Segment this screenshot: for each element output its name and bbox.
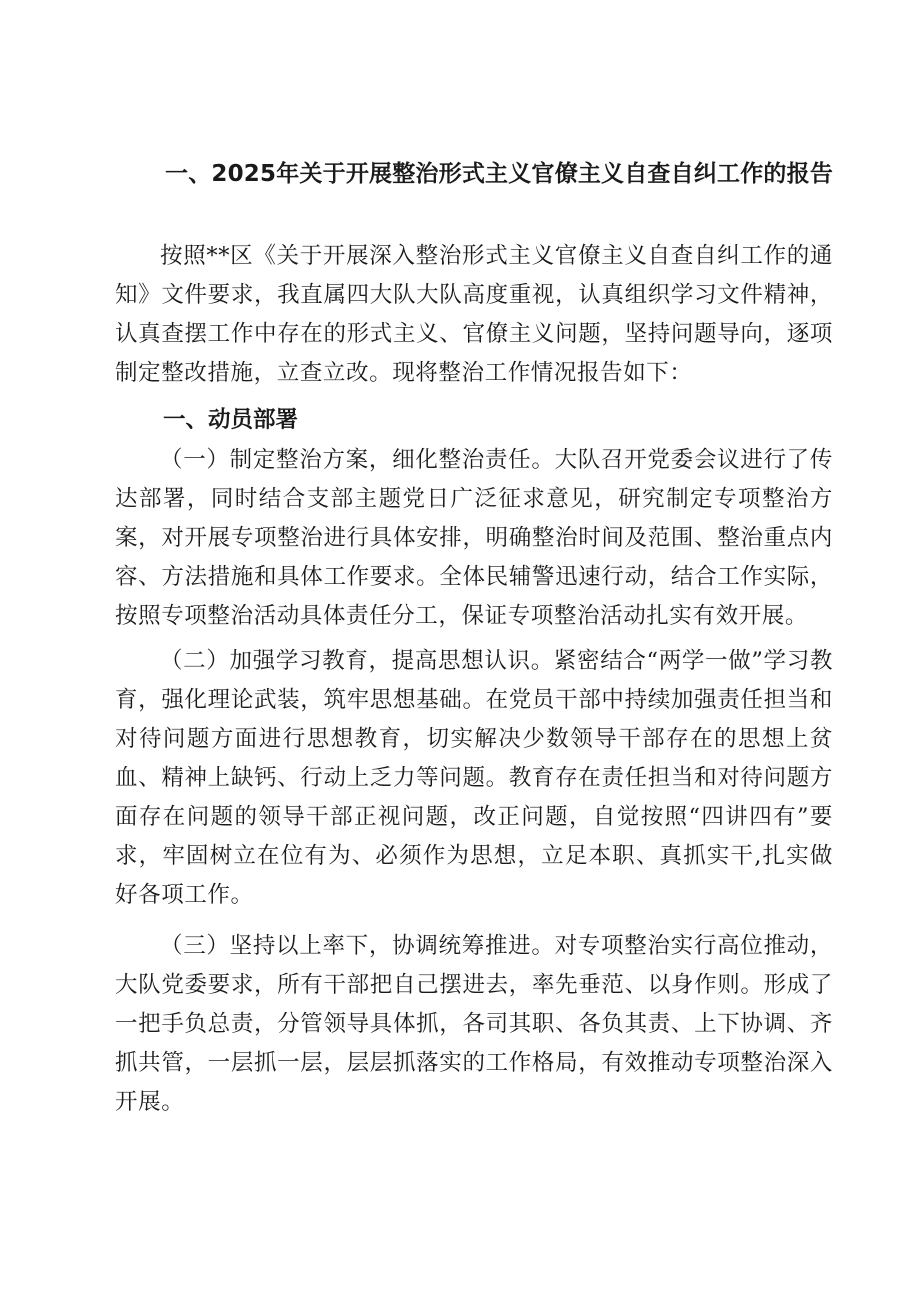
section-mobilization: [115, 399, 833, 1122]
paragraph-plan: （一）制定整治方案，细化整治责任。大队召开党委会议进行了传达部署，同时结合支部主题党日广泛征求意见，研究制定专项整治方案，对开展专项整治进行具体安排，明确整治时间及范围、整治重点内容、方法措施和具体工作要求。全体民辅警迅速行动，结合工作实际，按照专项整治活动具体责任分工，保证专项整治活动扎实有效开展。: [115, 447, 833, 629]
paragraph-study: （二）加强学习教育，提高思想认识。紧密结合“两学一做”学习教育，强化理论武装，筑牢思想基础。在党员干部中持续加强责任担当和对待问题方面进行思想教育，切实解决少数领导干部存在的思想上贫血、精神上缺钙、行动上乏力等问题。教育存在责任担当和对待问题方面存在问题的领导干部正视问题，改正问题，自觉按照“四讲四有”要求，牢固树立在位有为、必须作为思想，立足本职、真抓实干,扎实做好各项工作。: [115, 648, 833, 908]
document-title: 一、2025年关于开展整治形式主义官僚主义自查自纠工作的报告: [165, 161, 834, 187]
document-body: [115, 156, 833, 1122]
paragraph-leadership: （三）坚持以上率下，协调统筹推进。对专项整治实行高位推动，大队党委要求，所有干部把自己摆进去，率先垂范、以身作则。形成了一把手负总责，分管领导具体抓，各司其职、各负其责、上下协调、齐抓共管，一层抓一层，层层抓落实的工作格局，有效推动专项整治深入开展。: [115, 933, 833, 1115]
section-heading: 一、动员部署: [163, 407, 299, 433]
intro-paragraph: 按照**区《关于开展深入整治形式主义官僚主义自查自纠工作的通知》文件要求，我直属四大队大队高度重视，认真组织学习文件精神，认真查摆工作中存在的形式主义、官僚主义问题，坚持问题导向，逐项制定整改措施，立查立改。现将整治工作情况报告如下：: [115, 243, 833, 386]
